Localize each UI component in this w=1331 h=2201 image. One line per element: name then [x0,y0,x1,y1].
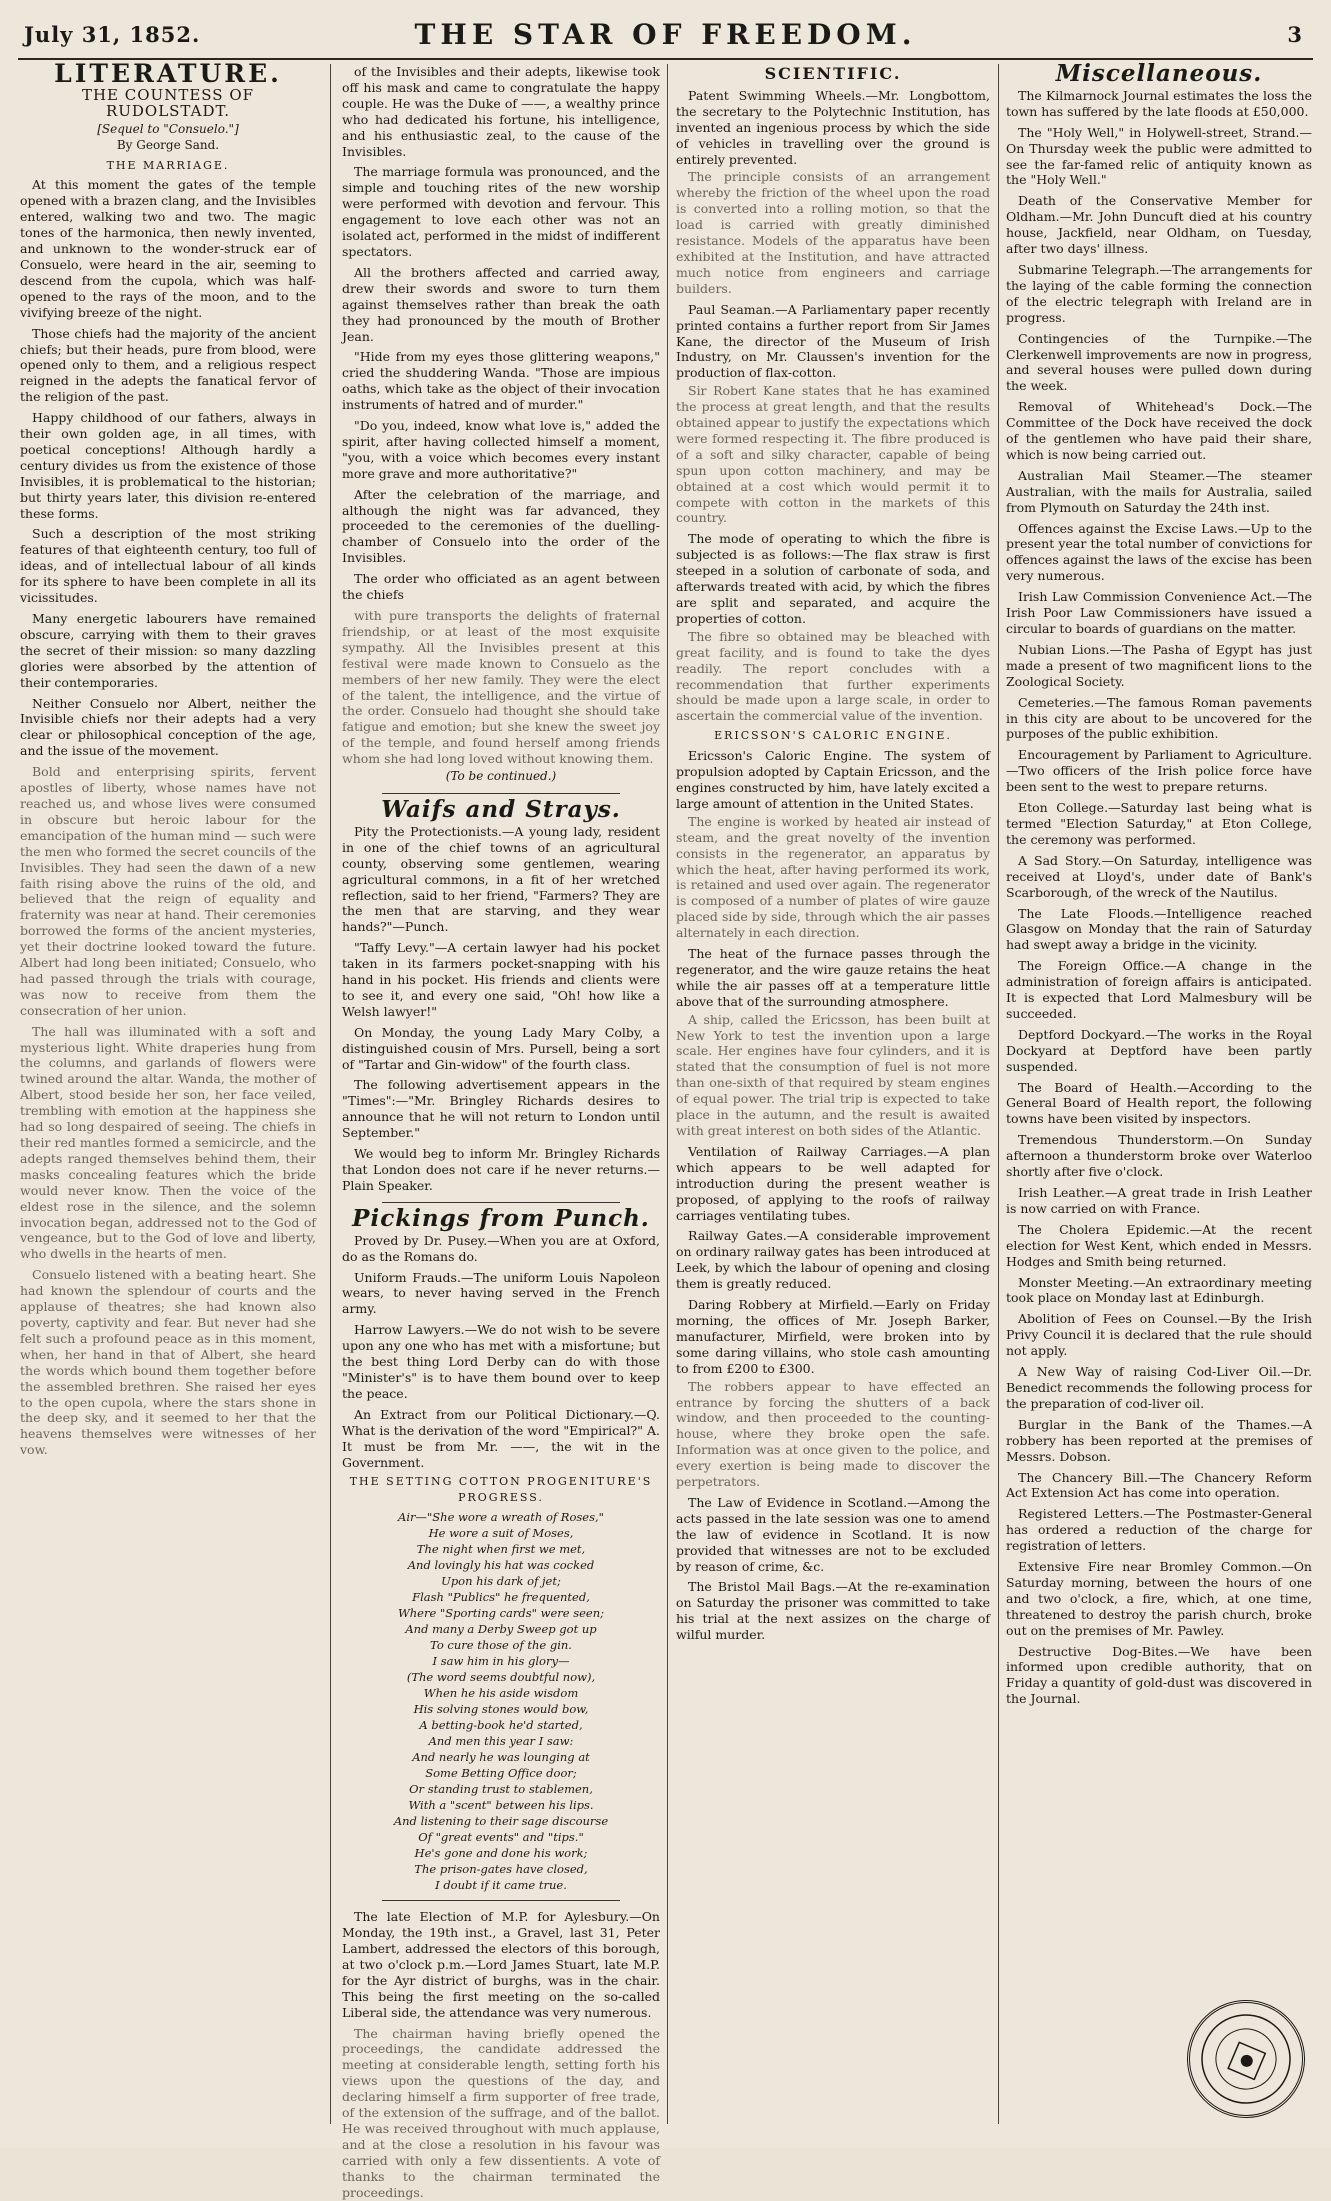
misc-item: Cemeteries.—The famous Roman pavements in this city are about to be uncovered for the purposes of the public exhibition. [1006,694,1312,742]
misc-item: Eton College.—Saturday last being what is termed "Election Saturday," at Eton College, the ceremony was performed. [1006,800,1312,847]
poem-line: A betting-book he'd started, [419,1718,583,1733]
waif-item: We would beg to inform Mr. Bringley Richards that London does not care if he never returns.—Plain Speaker. [342,1146,660,1193]
column-rule [998,64,999,2124]
misc-item: Burglar in the Bank of the Thames.—A robbery has been reported at the premises of Messrs. Dobson. [1006,1416,1312,1464]
misc-item: Tremendous Thunderstorm.—On Sunday afternoon a thunderstorm broke over Waterloo shortly after five o'clock. [1006,1132,1312,1180]
subheading-caloric-engine: ERICSSON'S CALORIC ENGINE. [714,729,952,743]
poem-line: (The word seems doubtful now), [406,1670,596,1685]
misc-item: Irish Law Commission Convenience Act.—The Irish Poor Law Commissioners have issued a circular to boards of guardians on the matter. [1006,589,1312,636]
column-rule [667,64,668,2124]
article-paragraph: Ericsson's Caloric Engine. The system of propulsion adopted by Captain Ericsson, and the engines constructed by him, have lately excited a large amount of attention in the United States. [676,748,990,811]
misc-item: Submarine Telegraph.—The arrangements for the laying of the cable forming the connection of the electric telegraph with Ireland are in progress. [1006,261,1312,325]
picking-item: Proved by Dr. Pusey.—When you are at Oxford, do as the Romans do. [342,1232,660,1264]
article-paragraph: Happy childhood of our fathers, always in their own golden age, in all times, with poetical conceptions! Although hardly a century divides us from the existence of those Invisibles, it is problematical to the historian; but thirty years later, this division re-entered these forms. [20,410,316,521]
article-paragraph-continued: The chairman having briefly opened the proceedings, the candidate addressed the meeting at considerable length, setting forth his views upon the questions of the day, and declaring himself a firm supporter of free trade, of the extension of the suffrage, and of the ballot. He was received throughout with much applause, and at the close a resolution in his favour was carried with only a few dissentients. A vote of thanks to the chairman terminated the proceedings. [342,2025,660,2200]
story-author: By George Sand. [116,137,220,152]
misc-item: Encouragement by Parliament to Agriculture.—Two officers of the Irish police force have been sent to the west to prepare returns. [1006,747,1312,795]
poem-line: The night when first we met, [416,1542,586,1557]
poem-line: Of "great events" and "tips." [418,1830,584,1845]
article-paragraph-continued: A ship, called the Ericsson, has been built at New York to test the invention upon a large scale. Her engines have four cylinders, and it is stated that the consumption of fuel is not more than one-sixth of that required by steam engines of equal power. The trial trip is expected to take place in the autumn, and the result is awaited with great interest on both sides of the Atlantic. [676,1011,990,1138]
election-paragraph: The late Election of M.P. for Aylesbury.—On Monday, the 19th inst., a Gravel, last 31, Peter Lambert, addressed the electors of this borough, at two o'clock p.m.—Lord James Stuart, late M.P. for the Ayr district of burghs, was in the chair. This being the first meeting on the so-called Liberal side, the attendance was very numerous. [342,1909,660,2020]
poem-line: Some Betting Office door; [425,1766,577,1781]
article-paragraph: of the Invisibles and their adepts, likewise took off his mask and came to congratulate the happy couple. He was the Duke of ——, a wealthy prince who had dedicated his fortune, his intelligence, and his enthusiastic zeal, to the cause of the Invisibles. [342,64,660,159]
issue-date: July 31, 1852. [24,22,201,47]
poem-line: He's gone and done his work; [414,1846,588,1861]
misc-item: A New Way of raising Cod-Liver Oil.—Dr. Benedict recommends the following process for the preparation of cod-liver oil. [1006,1364,1312,1411]
poem-line: And many a Derby Sweep got up [405,1622,597,1637]
poem-line: Upon his dark of jet; [441,1574,561,1589]
article-paragraph: All the brothers affected and carried away, drew their swords and swore to turn them against themselves rather than break the oath they had pronounced by the mouth of Brother Jean. [342,264,660,344]
misc-item: Contingencies of the Turnpike.—The Clerkenwell improvements are now in progress, and several houses were pulled down during the week. [1006,330,1312,394]
poem-line: And listening to their sage discourse [393,1814,609,1829]
poem-line: Flash "Publics" he frequented, [412,1590,590,1605]
article-paragraph: At this moment the gates of the temple opened with a brazen clang, and the Invisibles entered, walking two and two. The magic tones of the harmonica, then newly invented, and unknown to the wonder-struck ear of Consuelo, were heard in the air, seeming to descend from the cupola, which was half-opened to the rays of the moon, and to the vivifying breeze of the night. [20,177,316,320]
article-paragraph-continued: Consuelo listened with a beating heart. She had known the splendour of courts and the applause of theatres; she had known also poverty, captivity and fear. But never had she felt such a profound peace as in this moment, when, her hand in that of Albert, she heard the words which bound them together before the assembled brethren. She raised her eyes to the open cupola, where the stars shone in the deep sky, and it seemed to her that the heavens themselves were witnesses of her vow. [20,1267,316,1458]
article-paragraph: "Do you, indeed, know what love is," added the spirit, after having collected himself a moment, "you, with a voice which becomes every instant more grave and more authoritative?" [342,418,660,481]
masthead [18,14,1313,60]
misc-item: The Board of Health.—According to the General Board of Health report, the following towns have been visited by inspectors. [1006,1079,1312,1127]
article-paragraph-continued: The principle consists of an arrangement whereby the friction of the wheel upon the road is converted into a rolling motion, so that the load is carried with greatly diminished resistance. Models of the apparatus have been exhibited at the Institution, and have attracted much notice from engineers and carriage builders. [676,169,990,296]
misc-item: Offences against the Excise Laws.—Up to the present year the total number of convictions for offences against the laws of the excise has been very numerous. [1006,520,1312,584]
article-paragraph-continued: The engine is worked by heated air instead of steam, and the great novelty of the invention consists in the regenerator, an apparatus by which the heat, after having performed its work, is retained and used over again. The regenerator is composed of a number of plates of wire gauze placed side by side, through which the air passes alternately in each direction. [676,813,990,941]
section-divider [382,1900,620,1901]
article-paragraph: Railway Gates.—A considerable improvement on ordinary railway gates has been introduced at Leek, by which the labour of opening and closing them is greatly reduced. [676,1228,990,1292]
article-paragraph-continued: with pure transports the delights of fraternal friendship, or at least of the most exquisite sympathy. All the Invisibles present at this festival were made known to Consuelo as the members of her new family. They were the elect of the talent, the intelligence, and the virtue of the order. Consuelo had thought she should take fatigue and emotion; but she knew the sweet joy of the temple, and found herself among friends whom she had long loved without knowing them. [342,608,660,767]
misc-item: Destructive Dog-Bites.—We have been informed upon credible authority, that on Friday a quantity of gold-dust was discovered in the Journal. [1006,1643,1312,1707]
article-paragraph: The marriage formula was pronounced, and the simple and touching rites of the new worship were performed with devotion and fervour. This engagement to love each other was not an isolated act, performed in the midst of indifferent spectators. [342,164,660,259]
article-paragraph: Many energetic labourers have remained obscure, carrying with them to their graves the secret of their mission: so many dazzling glories were absorbed by the attention of their contemporaries. [20,611,316,690]
story-title: THE COUNTESS OF RUDOLSTADT. [81,85,255,120]
misc-item: The Late Floods.—Intelligence reached Glasgow on Monday that the rain of Saturday had swept away a bridge in the vicinity. [1006,905,1312,953]
article-paragraph: Paul Seaman.—A Parliamentary paper recently printed contains a further report from Sir James Kane, the director of the Museum of Irish Industry, on Mr. Claussen's invention for the production of flax-cotton. [676,301,990,381]
article-paragraph: The Law of Evidence in Scotland.—Among the acts passed in the late session was one to amend the law of evidence in Scotland. It is now provided that witnesses are not to be excluded by reason of crime, &c. [676,1494,990,1574]
column-literature [20,59,316,2124]
section-heading-miscellaneous: Miscellaneous. [1055,60,1263,87]
poem-line: To cure those of the gin. [430,1638,572,1653]
poem-line: The prison-gates have closed, [414,1862,588,1877]
misc-item: Extensive Fire near Bromley Common.—On Saturday morning, between the hours of one and two o'clock, a fire, which, at one time, threatened to destroy the parish church, broke out on the premises of Mr. Pawley. [1006,1559,1312,1638]
section-heading-scientific: SCIENTIFIC. [764,64,902,83]
to-be-continued: (To be continued.) [445,769,557,784]
chapter-heading: THE MARRIAGE. [106,158,230,172]
picking-item: Harrow Lawyers.—We do not wish to be severe upon any one who has met with a misfortune; but the best thing Lord Derby can do with those "Minister's" is to have them bound over to keep the peace. [342,1322,660,1401]
column-miscellaneous [1006,60,1312,2124]
misc-item: The Foreign Office.—A change in the administration of foreign affairs is anticipated. It is expected that Lord Malmesbury will be succeeded. [1006,958,1312,1021]
section-heading-literature: LITERATURE. [54,59,282,88]
poem-title: THE SETTING COTTON PROGENITURE'S PROGRESS. [349,1475,653,1505]
poem-line: His solving stones would bow, [413,1702,589,1717]
poem-line: I doubt if it came true. [435,1878,567,1893]
article-paragraph-continued: Bold and enterprising spirits, fervent apostles of liberty, whose names have not reached us, and whose lives were consumed in obscure but heroic labour for the emancipation of the human mind — such were the men who formed the secret councils of the Invisibles. They had seen the dawn of a new faith rising above the ruins of the old, and believed that the reign of equality and fraternity was near at hand. Their ceremonies borrowed the forms of the ancient mysteries, yet their doctrine looked toward the future. Albert had long been initiated; Consuelo, who had passed through the trials with courage, was now to receive from them the consecration of her union. [20,764,316,1018]
misc-item: Removal of Whitehead's Dock.—The Committee of the Dock have received the dock of the gentlemen who have paid their share, which is now being carried out. [1006,399,1312,462]
article-paragraph: Such a description of the most striking features of that eighteenth century, too full of ideas, and of intellectual labour of all kinds for its sphere to have been complete in all its vicissitudes. [20,526,316,606]
article-paragraph: The order who officiated as an agent between the chiefs [342,571,660,603]
newspaper-title: THE STAR OF FREEDOM. [414,18,917,51]
article-paragraph-continued: Sir Robert Kane states that he has examined the process at great length, and that the results obtained appear to justify the expectations which were formed respecting it. The fibre produced is of a soft and silky character, capable of being spun upon cotton machinery, and may be obtained at a cost which would permit it to compete with cotton in the markets of this country. [676,383,990,526]
misc-item: Nubian Lions.—The Pasha of Egypt has just made a present of two magnificent lions to the Zoological Society. [1006,641,1312,689]
waif-item: "Taffy Levy."—A certain lawyer had his pocket taken in its farmers pocket-snapping with his hand in his pocket. His friends and clients were to see it, and every one said, "Oh! how like a Welsh lawyer!" [342,940,660,1019]
misc-item: The Kilmarnock Journal estimates the loss the town has suffered by the late floods at £50,000. [1006,87,1312,119]
waif-item: Pity the Protectionists.—A young lady, resident in one of the chief towns of an agricultural county, observing some gentlemen, wearing agricultural commons, in a fit of her wretched reflection, said to her friend, "Farmers? They are the men that are starving, and they wear hands?"—Punch. [342,823,660,935]
misc-item: Monster Meeting.—An extraordinary meeting took place on Monday last at Edinburgh. [1006,1274,1312,1306]
column-story-continued [342,64,660,2200]
poem-line: And lovingly his hat was cocked [407,1558,595,1573]
misc-item: The Chancery Bill.—The Chancery Reform Act Extension Act has come into operation. [1006,1469,1312,1501]
page-number: 3 [1287,22,1303,47]
section-divider [382,793,620,794]
misc-item: The Cholera Epidemic.—At the recent election for West Kent, which ended in Messrs. Hodges and Smith being returned. [1006,1221,1312,1269]
poem-line: And men this year I saw: [428,1734,574,1749]
poem-line: When he his aside wisdom [423,1686,579,1701]
misc-item: Australian Mail Steamer.—The steamer Australian, with the mails for Australia, sailed from Plymouth on Saturday the 24th inst. [1006,467,1312,515]
article-paragraph: Those chiefs had the majority of the ancient chiefs; but their heads, pure from blood, were opened only to them, and a religious respect reigned in the adepts the fanatical fervor of the religion of the past. [20,325,316,405]
article-paragraph-continued: The fibre so obtained may be bleached with great facility, and is found to take the dyes readily. The report concludes with a recommendation that further experiments should be made upon a large scale, in order to ascertain the commercial value of the invention. [676,628,990,724]
waif-item: The following advertisement appears in the "Times":—"Mr. Bringley Richards desires to announce that he will not return to London until September." [342,1077,660,1141]
poem-body [342,1526,660,1892]
poem-line: I saw him in his glory— [432,1654,570,1669]
article-paragraph: After the celebration of the marriage, and although the night was far advanced, they proceeded to the ceremonies of the duelling-chamber of Consuelo into the order of the Invisibles. [342,486,660,566]
picking-item: Uniform Frauds.—The uniform Louis Napoleon wears, to never having served in the French army. [342,1269,660,1317]
article-paragraph: Patent Swimming Wheels.—Mr. Longbottom, the secretary to the Polytechnic Institution, has invented an ingenious process by which the side of vehicles in travelling over the ground is entirely prevented. [676,87,990,167]
article-paragraph-continued: The robbers appear to have effected an entrance by forcing the shutters of a back window, and then proceeded to the counting-house, where they broke open the safe. Information was at once given to the police, and every exertion is being made to discover the perpetrators. [676,1378,990,1490]
article-paragraph: The mode of operating to which the fibre is subjected is as follows:—The flax straw is first steeped in a solution of carbonate of soda, and afterwards treated with acid, by which the fibres are split and separated, and acquire the properties of cotton. [676,531,990,626]
section-heading-pickings: Pickings from Punch. [352,1204,650,1232]
misc-item: Deptford Dockyard.—The works in the Royal Dockyard at Deptford have been partly suspended. [1006,1026,1312,1074]
poem-line: And nearly he was lounging at [412,1750,590,1765]
poem-line: With a "scent" between his lips. [408,1798,594,1813]
misc-item: Registered Letters.—The Postmaster-General has ordered a reduction of the charge for registration of letters. [1006,1506,1312,1554]
picking-item: An Extract from our Political Dictionary.—Q. What is the derivation of the word "Empirical?" A. It must be from Mr. ——, the wit in the Government. [342,1406,660,1470]
poem-air: Air—"She wore a wreath of Roses," [398,1510,604,1525]
column-scientific [676,64,990,2124]
section-divider [382,1202,620,1203]
misc-item: The "Holy Well," in Holywell-street, Strand.—On Thursday week the public were admitted to see the far-famed relic of antiquity known as the "Holy Well." [1006,124,1312,188]
section-heading-waifs: Waifs and Strays. [381,795,621,823]
poem-line: He wore a suit of Moses, [428,1526,574,1541]
misc-item: Irish Leather.—A great trade in Irish Leather is now carried on with France. [1006,1185,1312,1216]
article-paragraph: Neither Consuelo nor Albert, neither the Invisible chiefs nor their adepts had a very clear or philosophical conception of the age, and the issue of the movement. [20,695,316,759]
waif-item: On Monday, the young Lady Mary Colby, a distinguished cousin of Mrs. Pursell, being a sort of "Tartar and Gin-widow" of the fourth class. [342,1024,660,1072]
story-subtitle: [Sequel to "Consuelo."] [97,121,239,136]
misc-item: Death of the Conservative Member for Oldham.—Mr. John Duncuft died at his country house, Jackfield, near Oldham, on Tuesday, after two days' illness. [1006,193,1312,257]
article-paragraph: The heat of the furnace passes through the regenerator, and the wire gauze retains the heat while the air passes off at a temperature little above that of the surrounding atmosphere. [676,946,990,1009]
column-rule [330,64,331,2124]
article-paragraph-continued: The hall was illuminated with a soft and mysterious light. White draperies hung from the columns, and garlands of flowers were twined around the altar. Wanda, the mother of Albert, stood beside her son, her face veiled, trembling with emotion at the happiness she had so long despaired of seeing. The chiefs in their red mantles formed a semicircle, and the adepts ranged themselves behind them, their masks concealing features which the bride would never know. Then the voice of the eldest rose in the silence, and the solemn invocation began, addressed not to the God of vengeance, but to the God of love and liberty, who dwells in the hearts of men. [20,1023,316,1262]
article-paragraph: "Hide from my eyes those glittering weapons," cried the shuddering Wanda. "Those are impious oaths, which take as the object of their invocation instruments of hatred and of murder." [342,349,660,413]
article-paragraph: Daring Robbery at Mirfield.—Early on Friday morning, the offices of Mr. Joseph Barker, manufacturer, Mirfield, were broken into by some daring villains, who stole cash amounting to from £200 to £300. [676,1297,990,1376]
poem-line: Or standing trust to stablemen, [409,1782,593,1797]
misc-item: Abolition of Fees on Counsel.—By the Irish Privy Council it is declared that the rule should not apply. [1006,1311,1312,1359]
article-paragraph: Ventilation of Railway Carriages.—A plan which appears to be well adapted for introduction during the present weather is proposed, of applying to the roofs of railway carriages ventilating tubes. [676,1143,990,1223]
poem-line: Where "Sporting cards" were seen; [397,1606,605,1621]
article-paragraph: The Bristol Mail Bags.—At the re-examination on Saturday the prisoner was committed to take his trial at the next assizes on the charge of wilful murder. [676,1579,990,1643]
misc-item: A Sad Story.—On Saturday, intelligence was received at Lloyd's, under date of Bank's Scarborough, of the wreck of the Nautilus. [1006,852,1312,900]
